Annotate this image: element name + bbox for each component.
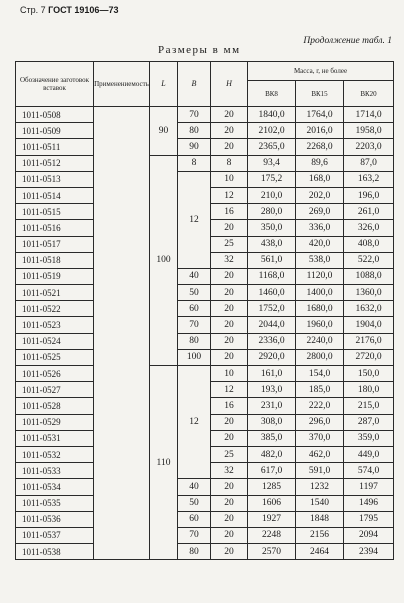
height-cell: 25 bbox=[211, 446, 248, 462]
width-cell: 8 bbox=[178, 155, 211, 171]
designation-cell: 1011-0537 bbox=[16, 527, 94, 543]
width-cell: 12 bbox=[178, 171, 211, 268]
mass-vk20-cell: 163,2 bbox=[344, 171, 394, 187]
mass-vk15-cell: 462,0 bbox=[296, 446, 344, 462]
mass-vk8-cell: 385,0 bbox=[248, 430, 296, 446]
application-cell bbox=[94, 430, 150, 446]
designation-cell: 1011-0533 bbox=[16, 463, 94, 479]
mass-vk15-cell: 269,0 bbox=[296, 204, 344, 220]
designation-cell: 1011-0513 bbox=[16, 171, 94, 187]
units-caption: Размеры в мм bbox=[158, 44, 241, 56]
page-number: Стр. 7 bbox=[20, 5, 46, 15]
application-cell bbox=[94, 285, 150, 301]
mass-vk8-cell: 1460,0 bbox=[248, 285, 296, 301]
mass-vk20-cell: 359,0 bbox=[344, 430, 394, 446]
height-cell: 20 bbox=[211, 333, 248, 349]
width-cell: 12 bbox=[178, 366, 211, 479]
application-cell bbox=[94, 544, 150, 560]
application-cell bbox=[94, 333, 150, 349]
table-row bbox=[16, 349, 394, 365]
mass-vk8-cell: 2336,0 bbox=[248, 333, 296, 349]
mass-vk15-cell: 222,0 bbox=[296, 398, 344, 414]
mass-vk20-cell: 2720,0 bbox=[344, 349, 394, 365]
designation-cell: 1011-0511 bbox=[16, 139, 94, 155]
mass-vk20-cell: 215,0 bbox=[344, 398, 394, 414]
designation-cell: 1011-0522 bbox=[16, 301, 94, 317]
width-cell: 40 bbox=[178, 479, 211, 495]
application-cell bbox=[94, 382, 150, 398]
width-cell: 70 bbox=[178, 527, 211, 543]
designation-cell: 1011-0515 bbox=[16, 204, 94, 220]
table-row bbox=[16, 366, 394, 382]
mass-vk15-cell: 1120,0 bbox=[296, 268, 344, 284]
mass-vk20-cell: 196,0 bbox=[344, 187, 394, 203]
col-B: B bbox=[178, 62, 211, 107]
mass-vk15-cell: 420,0 bbox=[296, 236, 344, 252]
application-cell bbox=[94, 236, 150, 252]
height-cell: 10 bbox=[211, 171, 248, 187]
mass-vk15-cell: 154,0 bbox=[296, 366, 344, 382]
height-cell: 20 bbox=[211, 430, 248, 446]
height-cell: 20 bbox=[211, 220, 248, 236]
table-row bbox=[16, 527, 394, 543]
designation-cell: 1011-0531 bbox=[16, 430, 94, 446]
mass-vk15-cell: 538,0 bbox=[296, 252, 344, 268]
application-cell bbox=[94, 479, 150, 495]
designation-cell: 1011-0528 bbox=[16, 398, 94, 414]
mass-vk20-cell: 180,0 bbox=[344, 382, 394, 398]
application-cell bbox=[94, 301, 150, 317]
height-cell: 20 bbox=[211, 123, 248, 139]
height-cell: 12 bbox=[211, 187, 248, 203]
table-row bbox=[16, 317, 394, 333]
mass-vk8-cell: 2570 bbox=[248, 544, 296, 560]
designation-cell: 1011-0517 bbox=[16, 236, 94, 252]
width-cell: 80 bbox=[178, 544, 211, 560]
mass-vk15-cell: 2464 bbox=[296, 544, 344, 560]
height-cell: 20 bbox=[211, 511, 248, 527]
designation-cell: 1011-0518 bbox=[16, 252, 94, 268]
table-row bbox=[16, 171, 394, 187]
mass-vk8-cell: 1606 bbox=[248, 495, 296, 511]
height-cell: 12 bbox=[211, 382, 248, 398]
mass-vk15-cell: 1680,0 bbox=[296, 301, 344, 317]
height-cell: 20 bbox=[211, 317, 248, 333]
width-cell: 90 bbox=[178, 139, 211, 155]
mass-vk8-cell: 482,0 bbox=[248, 446, 296, 462]
mass-vk20-cell: 2394 bbox=[344, 544, 394, 560]
designation-cell: 1011-0508 bbox=[16, 107, 94, 123]
mass-vk15-cell: 2268,0 bbox=[296, 139, 344, 155]
width-cell: 60 bbox=[178, 511, 211, 527]
mass-vk20-cell: 1958,0 bbox=[344, 123, 394, 139]
application-cell bbox=[94, 398, 150, 414]
mass-vk8-cell: 1840,0 bbox=[248, 107, 296, 123]
designation-cell: 1011-0534 bbox=[16, 479, 94, 495]
height-cell: 32 bbox=[211, 463, 248, 479]
mass-vk8-cell: 2102,0 bbox=[248, 123, 296, 139]
mass-vk15-cell: 168,0 bbox=[296, 171, 344, 187]
table-row bbox=[16, 479, 394, 495]
mass-vk20-cell: 574,0 bbox=[344, 463, 394, 479]
application-cell bbox=[94, 527, 150, 543]
height-cell: 25 bbox=[211, 236, 248, 252]
mass-vk8-cell: 1927 bbox=[248, 511, 296, 527]
designation-cell: 1011-0536 bbox=[16, 511, 94, 527]
table-row bbox=[16, 301, 394, 317]
height-cell: 32 bbox=[211, 252, 248, 268]
mass-vk15-cell: 296,0 bbox=[296, 414, 344, 430]
mass-vk8-cell: 308,0 bbox=[248, 414, 296, 430]
application-cell bbox=[94, 414, 150, 430]
table-row bbox=[16, 333, 394, 349]
height-cell: 20 bbox=[211, 285, 248, 301]
mass-vk20-cell: 408,0 bbox=[344, 236, 394, 252]
mass-vk20-cell: 1714,0 bbox=[344, 107, 394, 123]
designation-cell: 1011-0527 bbox=[16, 382, 94, 398]
mass-vk20-cell: 2176,0 bbox=[344, 333, 394, 349]
application-cell bbox=[94, 317, 150, 333]
mass-vk15-cell: 202,0 bbox=[296, 187, 344, 203]
mass-vk15-cell: 185,0 bbox=[296, 382, 344, 398]
col-H: H bbox=[211, 62, 248, 107]
length-cell: 90 bbox=[150, 107, 178, 156]
mass-vk15-cell: 336,0 bbox=[296, 220, 344, 236]
mass-vk20-cell: 150,0 bbox=[344, 366, 394, 382]
mass-vk15-cell: 2156 bbox=[296, 527, 344, 543]
col-L: L bbox=[150, 62, 178, 107]
application-cell bbox=[94, 446, 150, 462]
width-cell: 100 bbox=[178, 349, 211, 365]
application-cell bbox=[94, 123, 150, 139]
length-cell: 100 bbox=[150, 155, 178, 365]
application-cell bbox=[94, 187, 150, 203]
width-cell: 50 bbox=[178, 495, 211, 511]
application-cell bbox=[94, 220, 150, 236]
mass-vk8-cell: 438,0 bbox=[248, 236, 296, 252]
application-cell bbox=[94, 511, 150, 527]
height-cell: 20 bbox=[211, 268, 248, 284]
mass-vk20-cell: 1197 bbox=[344, 479, 394, 495]
mass-vk15-cell: 1960,0 bbox=[296, 317, 344, 333]
application-cell bbox=[94, 252, 150, 268]
mass-vk8-cell: 175,2 bbox=[248, 171, 296, 187]
mass-vk15-cell: 1400,0 bbox=[296, 285, 344, 301]
mass-vk8-cell: 2248 bbox=[248, 527, 296, 543]
table-row bbox=[16, 544, 394, 560]
col-mass: Масса, г, не более bbox=[248, 62, 394, 81]
mass-vk8-cell: 210,0 bbox=[248, 187, 296, 203]
mass-vk15-cell: 2800,0 bbox=[296, 349, 344, 365]
mass-vk20-cell: 1088,0 bbox=[344, 268, 394, 284]
height-cell: 20 bbox=[211, 479, 248, 495]
width-cell: 40 bbox=[178, 268, 211, 284]
table-row bbox=[16, 107, 394, 123]
application-cell bbox=[94, 107, 150, 123]
table-row bbox=[16, 139, 394, 155]
mass-vk15-cell: 89,6 bbox=[296, 155, 344, 171]
mass-vk8-cell: 1285 bbox=[248, 479, 296, 495]
height-cell: 20 bbox=[211, 349, 248, 365]
mass-vk20-cell: 1496 bbox=[344, 495, 394, 511]
designation-cell: 1011-0538 bbox=[16, 544, 94, 560]
mass-vk8-cell: 2920,0 bbox=[248, 349, 296, 365]
mass-vk20-cell: 1795 bbox=[344, 511, 394, 527]
mass-vk8-cell: 350,0 bbox=[248, 220, 296, 236]
mass-vk20-cell: 287,0 bbox=[344, 414, 394, 430]
width-cell: 60 bbox=[178, 301, 211, 317]
mass-vk20-cell: 2203,0 bbox=[344, 139, 394, 155]
mass-vk15-cell: 1232 bbox=[296, 479, 344, 495]
mass-vk15-cell: 370,0 bbox=[296, 430, 344, 446]
mass-vk15-cell: 591,0 bbox=[296, 463, 344, 479]
page-header bbox=[20, 5, 118, 15]
width-cell: 70 bbox=[178, 317, 211, 333]
designation-cell: 1011-0523 bbox=[16, 317, 94, 333]
mass-vk8-cell: 2044,0 bbox=[248, 317, 296, 333]
height-cell: 20 bbox=[211, 301, 248, 317]
designation-cell: 1011-0525 bbox=[16, 349, 94, 365]
table-row bbox=[16, 511, 394, 527]
designation-cell: 1011-0526 bbox=[16, 366, 94, 382]
designation-cell: 1011-0509 bbox=[16, 123, 94, 139]
designation-cell: 1011-0512 bbox=[16, 155, 94, 171]
col-vk20: ВК20 bbox=[344, 81, 394, 107]
standard-number: ГОСТ 19106—73 bbox=[48, 5, 119, 15]
col-vk8: ВК8 bbox=[248, 81, 296, 107]
application-cell bbox=[94, 139, 150, 155]
mass-vk20-cell: 87,0 bbox=[344, 155, 394, 171]
height-cell: 20 bbox=[211, 107, 248, 123]
designation-cell: 1011-0514 bbox=[16, 187, 94, 203]
designation-cell: 1011-0532 bbox=[16, 446, 94, 462]
height-cell: 16 bbox=[211, 398, 248, 414]
designation-cell: 1011-0521 bbox=[16, 285, 94, 301]
height-cell: 20 bbox=[211, 527, 248, 543]
mass-vk20-cell: 261,0 bbox=[344, 204, 394, 220]
table-row bbox=[16, 268, 394, 284]
height-cell: 16 bbox=[211, 204, 248, 220]
mass-vk8-cell: 1752,0 bbox=[248, 301, 296, 317]
designation-cell: 1011-0519 bbox=[16, 268, 94, 284]
application-cell bbox=[94, 349, 150, 365]
dimensions-table bbox=[15, 61, 394, 560]
mass-vk20-cell: 2094 bbox=[344, 527, 394, 543]
application-cell bbox=[94, 155, 150, 171]
designation-cell: 1011-0524 bbox=[16, 333, 94, 349]
mass-vk15-cell: 2240,0 bbox=[296, 333, 344, 349]
mass-vk20-cell: 1632,0 bbox=[344, 301, 394, 317]
application-cell bbox=[94, 495, 150, 511]
mass-vk15-cell: 2016,0 bbox=[296, 123, 344, 139]
col-application: Применениемость bbox=[94, 62, 150, 107]
mass-vk20-cell: 522,0 bbox=[344, 252, 394, 268]
table-continuation-note: Продолжение табл. 1 bbox=[303, 36, 392, 46]
col-designation: Обозначение заготовок вставок bbox=[16, 62, 94, 107]
table-row bbox=[16, 495, 394, 511]
mass-vk8-cell: 617,0 bbox=[248, 463, 296, 479]
mass-vk8-cell: 1168,0 bbox=[248, 268, 296, 284]
designation-cell: 1011-0516 bbox=[16, 220, 94, 236]
height-cell: 20 bbox=[211, 414, 248, 430]
height-cell: 20 bbox=[211, 495, 248, 511]
mass-vk20-cell: 326,0 bbox=[344, 220, 394, 236]
table-body bbox=[16, 107, 394, 560]
table-row bbox=[16, 123, 394, 139]
application-cell bbox=[94, 171, 150, 187]
application-cell bbox=[94, 366, 150, 382]
length-cell: 110 bbox=[150, 366, 178, 560]
width-cell: 70 bbox=[178, 107, 211, 123]
application-cell bbox=[94, 268, 150, 284]
designation-cell: 1011-0535 bbox=[16, 495, 94, 511]
mass-vk20-cell: 1904,0 bbox=[344, 317, 394, 333]
mass-vk15-cell: 1764,0 bbox=[296, 107, 344, 123]
width-cell: 80 bbox=[178, 123, 211, 139]
mass-vk20-cell: 449,0 bbox=[344, 446, 394, 462]
mass-vk8-cell: 280,0 bbox=[248, 204, 296, 220]
height-cell: 20 bbox=[211, 139, 248, 155]
designation-cell: 1011-0529 bbox=[16, 414, 94, 430]
col-vk15: ВК15 bbox=[296, 81, 344, 107]
application-cell bbox=[94, 204, 150, 220]
table-row bbox=[16, 155, 394, 171]
application-cell bbox=[94, 463, 150, 479]
mass-vk8-cell: 2365,0 bbox=[248, 139, 296, 155]
height-cell: 8 bbox=[211, 155, 248, 171]
height-cell: 10 bbox=[211, 366, 248, 382]
mass-vk8-cell: 93,4 bbox=[248, 155, 296, 171]
width-cell: 80 bbox=[178, 333, 211, 349]
mass-vk8-cell: 561,0 bbox=[248, 252, 296, 268]
height-cell: 20 bbox=[211, 544, 248, 560]
mass-vk20-cell: 1360,0 bbox=[344, 285, 394, 301]
width-cell: 50 bbox=[178, 285, 211, 301]
mass-vk15-cell: 1540 bbox=[296, 495, 344, 511]
mass-vk15-cell: 1848 bbox=[296, 511, 344, 527]
mass-vk8-cell: 193,0 bbox=[248, 382, 296, 398]
table-row bbox=[16, 285, 394, 301]
mass-vk8-cell: 161,0 bbox=[248, 366, 296, 382]
mass-vk8-cell: 231,0 bbox=[248, 398, 296, 414]
